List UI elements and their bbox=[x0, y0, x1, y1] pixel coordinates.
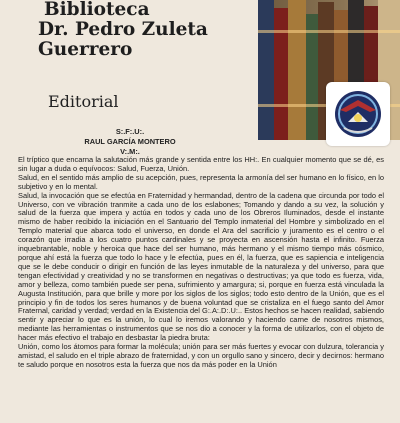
paragraph: Salud, la invocación que se efectúa en Fraternidad y hermandad, dentro de la cadena que circunda por todo el Universo, con ve vibración tranmite a cada uno de los eslabones; Tomando y dando a su vez, la solución y salud de la fuerza que impera y actúa en todos y cada uno de los Obreros Iluminados, desde el instante mismo de haber recibido la iniciación en el Santuario del Templo inmaterial del Hombre y simbolizado en el Templo material que abarca todo el universo, en donde el Ara del sacrificio y juramento es el centro o el corazón que irradia a los cuatro puntos cardinales y se proyecta en ascensión hasta el infinito. Fuerza inquebrantable, noble y heroica que hace del ser humano, más hermano y el mismo tiempo más cósmico, porque ahí está la fuerza que todo lo hace y le efectúa, pues en él, la fuerza, que es sapiencia e inteligencia que se le debe conducir o dirigir en función de las leyes inmutable de la naturaleza y del universo, para que tengan efectividad y creatividad y no se transformen en negativas o destructivas; ya que todo es fuerza, vida, amor y belleza, como también puede ser pena, sufrimiento y amargura; si, porque en fuerza está vinculada la Augusta Institución, para que brille y more por los siglos de los siglos; todo esto dentro de la Unión, que es el principio y fin de todos los seres humanos y de buena voluntad que se cristaliza en el fuego santo del Amor Fraternal, caridad y verdad; verdad en la Existencia del G:.A:.D:.U:.. Estos hechos se hacen realidad, sabiendo sentir y apreciar lo que es la unión, lo cual lo iremos valorando y haciendo carne de nosotros mismos, mediante las herramientas o instrumentos que se nos dio a conocer y la forma de utilizarlos, con el objeto de hacer más efectivo el trabajo en desbastar la piedra bruta: bbox=[18, 190, 384, 343]
byline-degree: S:.F:.U:. bbox=[115, 127, 145, 136]
lodge-emblem-logo bbox=[326, 82, 390, 146]
paragraph: Salud, en el sentido más amplio de su acepción, pues, representa la armonía del ser humano en lo físico, en lo subjetivo y en lo mental. bbox=[18, 172, 384, 191]
emblem-icon bbox=[326, 82, 390, 146]
paragraph: El tríptico que encarna la salutación más grande y sentida entre los HH:. En cualquier momento que se dé, es sin lugar a duda o equívocos: Salud, Fuerza, Unión. bbox=[18, 155, 384, 173]
byline-title: V:.M:. bbox=[120, 147, 140, 156]
paragraph: Unión, como los átomos para formar la molécula; unión para ser más fuertes y evocar con dulzura, tolerancia y amistad, el saludo en el triple abrazo de fraternidad, y con un orgullo sano y sincero, decir y decirnos: hermano te saludo porque en nosotros esta la fuerza que nos da más poder en la Unión bbox=[18, 342, 384, 369]
header bbox=[0, 0, 400, 140]
section-title: Editorial bbox=[48, 92, 119, 111]
library-title bbox=[38, 0, 238, 60]
title-line-1: Biblioteca bbox=[44, 0, 150, 20]
byline-author: RAUL GARCÍA MONTERO bbox=[84, 137, 176, 146]
title-line-3: Guerrero bbox=[38, 39, 133, 60]
title-line-2: Dr. Pedro Zuleta bbox=[38, 19, 208, 40]
article-body bbox=[18, 156, 384, 370]
